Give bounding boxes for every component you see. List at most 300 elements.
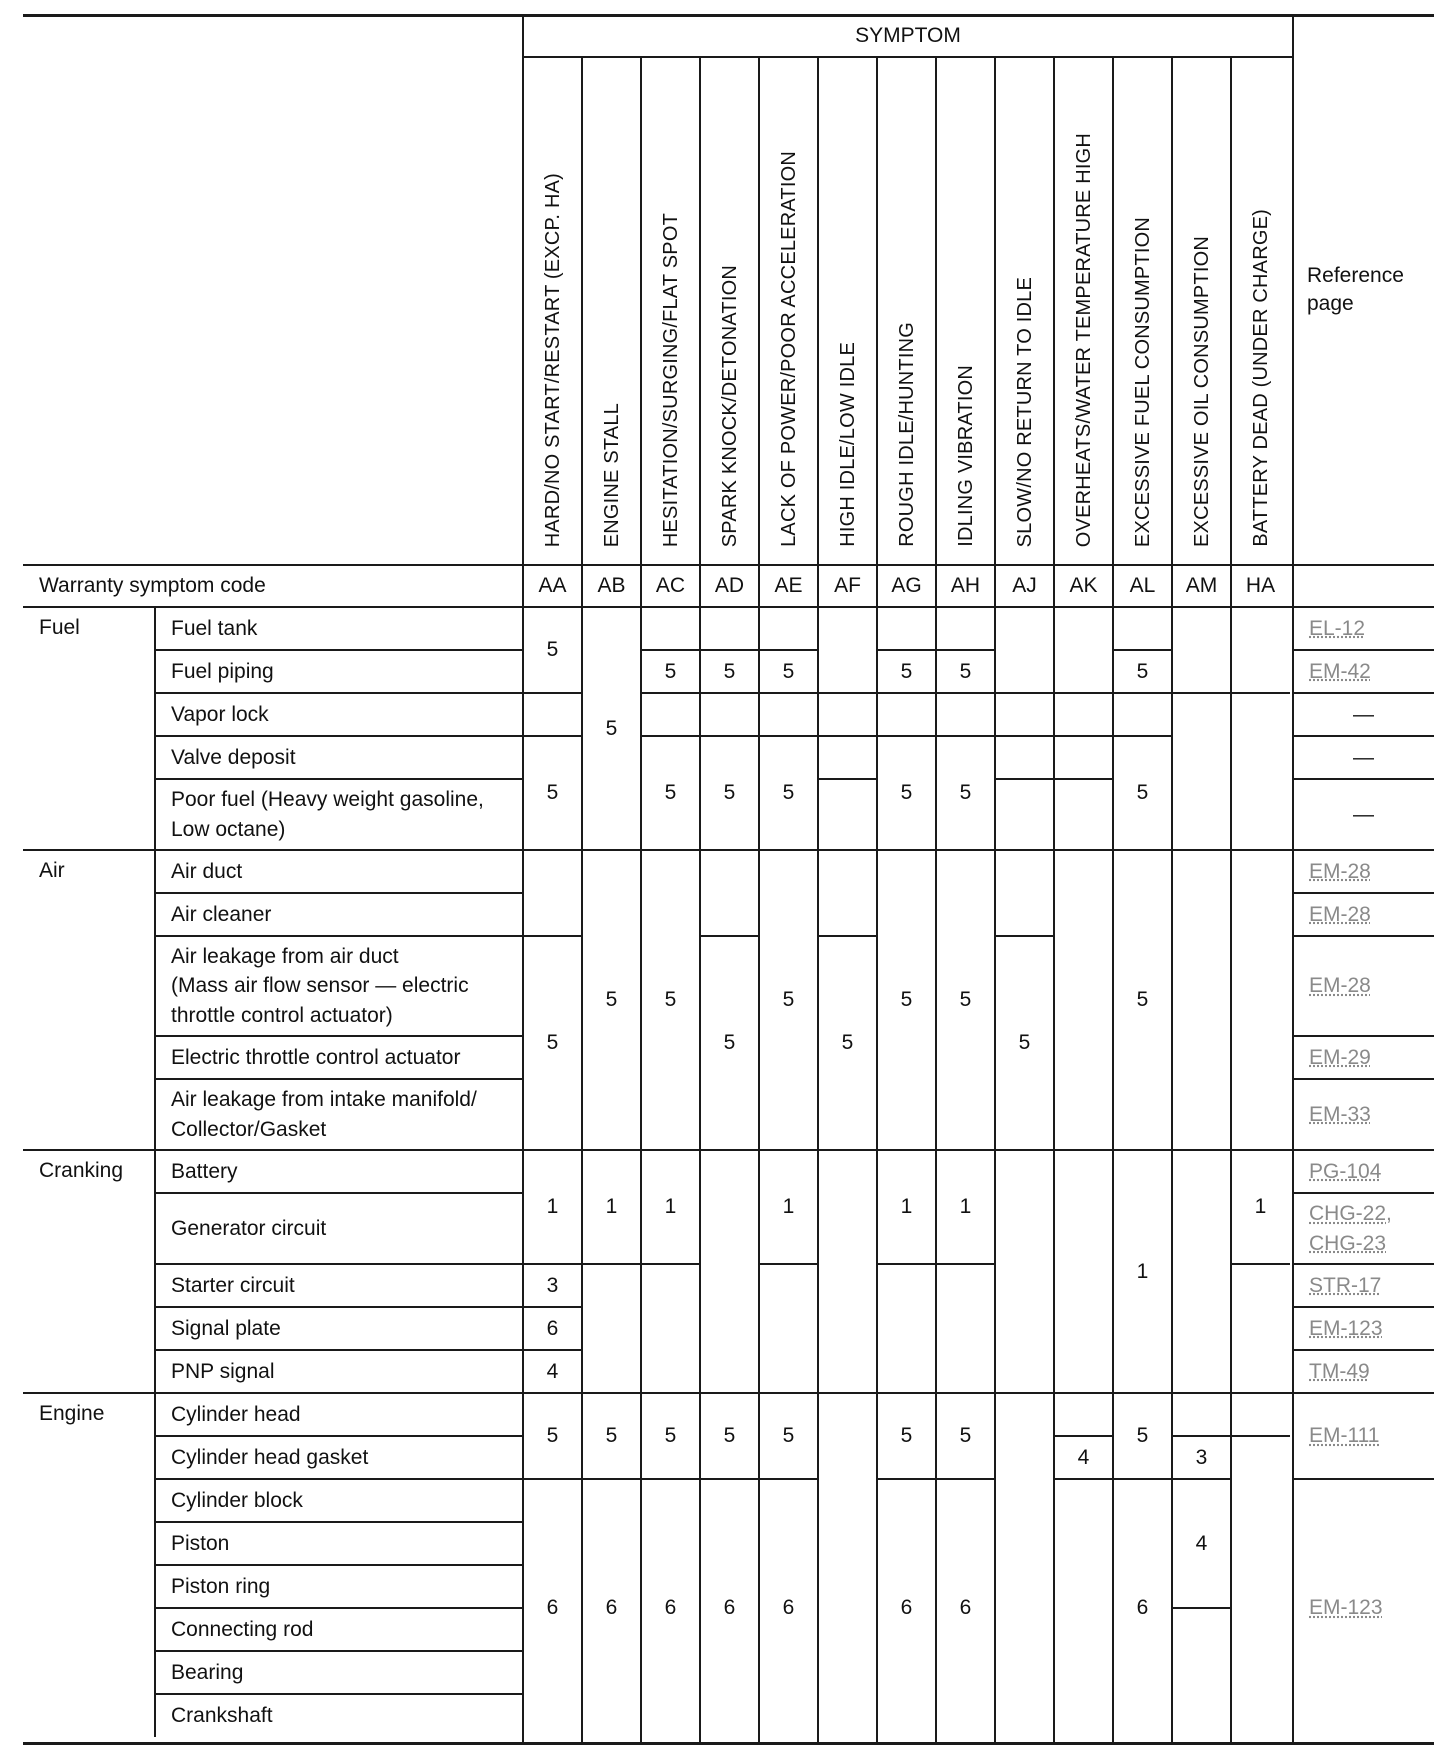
grid-line: [641, 1392, 700, 1394]
symptom-value-cell: [641, 607, 700, 650]
symptom-column-header: [1172, 57, 1231, 565]
symptom-column-header: [700, 57, 759, 565]
grid-line: [936, 1263, 995, 1265]
grid-line: [995, 692, 1054, 694]
symptom-value-cell: 1: [1254, 1195, 1267, 1219]
symptom-value-cell: 5: [959, 988, 972, 1012]
grid-line: [818, 849, 877, 851]
grid-line: [1230, 57, 1232, 1743]
symptom-value-cell: [818, 693, 877, 736]
reference-page-header: Reference page: [1307, 263, 1404, 315]
symptom-value-cell: 5: [546, 638, 559, 662]
symptom-code: AA: [538, 574, 567, 598]
grid-line: [700, 1149, 759, 1151]
grid-line: [936, 1478, 995, 1480]
grid-line: [523, 849, 582, 851]
symptom-value-cell: [995, 779, 1054, 850]
grid-line: [995, 849, 1054, 851]
grid-line: [23, 1742, 1434, 1745]
grid-line: [1292, 15, 1294, 1743]
grid-line: [641, 1478, 700, 1480]
symptom-value-cell: 6: [782, 1596, 795, 1620]
warranty-symptom-code-label: Warranty symptom code: [39, 574, 266, 598]
reference-none: —: [1353, 745, 1374, 769]
symptom-value-cell: [818, 736, 877, 779]
grid-line: [155, 1078, 523, 1080]
item-label: Air leakage from air duct (Mass air flow sensor — electric throttle control actuator): [171, 944, 469, 1027]
grid-line: [818, 692, 877, 694]
grid-line: [877, 735, 936, 737]
symptom-value-cell: 5: [959, 659, 972, 683]
grid-line: [154, 607, 156, 850]
item-label: Poor fuel (Heavy weight gasoline, Low octane): [171, 788, 484, 841]
symptom-code: AJ: [1012, 574, 1037, 598]
grid-line: [523, 1392, 582, 1394]
grid-line: [523, 56, 1293, 58]
grid-line: [155, 1192, 523, 1194]
symptom-value-cell: [995, 607, 1054, 693]
item-label: PNP signal: [171, 1359, 275, 1383]
reference-link[interactable]: EM-28: [1309, 859, 1371, 883]
grid-line: [155, 1607, 523, 1609]
symptom-name: ENGINE STALL: [600, 402, 623, 547]
symptom-value-cell: 5: [900, 781, 913, 805]
symptom-value-cell: 5: [664, 659, 677, 683]
symptom-value-cell: [1054, 693, 1113, 736]
grid-line: [155, 1263, 523, 1265]
symptom-value-cell: 5: [782, 659, 795, 683]
item-label: Connecting rod: [171, 1617, 314, 1641]
symptom-value-cell: 1: [959, 1195, 972, 1219]
grid-line: [641, 1149, 700, 1151]
grid-line: [1293, 1192, 1434, 1194]
grid-line: [155, 778, 523, 780]
symptom-column-header: [759, 57, 818, 565]
grid-line: [582, 1392, 641, 1394]
grid-line: [155, 1564, 523, 1566]
symptom-value-cell: 5: [546, 1031, 559, 1055]
reference-link[interactable]: EM-123: [1309, 1596, 1383, 1620]
symptom-value-cell: [641, 693, 700, 736]
symptom-code: AB: [597, 574, 626, 598]
symptom-value-cell: [700, 693, 759, 736]
symptom-value-cell: 3: [1195, 1445, 1208, 1469]
reference-link[interactable]: EM-42: [1309, 659, 1371, 683]
symptom-value-cell: [818, 850, 877, 936]
item-label: Cylinder head: [171, 1402, 301, 1426]
symptom-value-cell: [1231, 1264, 1290, 1436]
symptom-value-cell: 5: [900, 659, 913, 683]
grid-line: [523, 692, 582, 694]
symptom-value-cell: [759, 607, 818, 650]
grid-line: [995, 778, 1054, 780]
grid-line: [523, 735, 582, 737]
grid-line: [523, 1306, 582, 1308]
item-label: Piston ring: [171, 1574, 271, 1598]
grid-line: [1113, 649, 1172, 651]
grid-line: [155, 1478, 523, 1480]
symptom-value-cell: 5: [664, 988, 677, 1012]
grid-line: [582, 1263, 641, 1265]
grid-line: [155, 1693, 523, 1695]
reference-link[interactable]: PG-104: [1309, 1159, 1382, 1183]
grid-line: [1293, 649, 1434, 651]
symptom-value-cell: 1: [782, 1195, 795, 1219]
symptom-value-cell: 6: [900, 1596, 913, 1620]
symptom-value-cell: [1054, 607, 1113, 693]
reference-link[interactable]: STR-17: [1309, 1273, 1382, 1297]
symptom-code: AG: [891, 574, 922, 598]
symptom-value-cell: [936, 693, 995, 736]
grid-line: [759, 649, 818, 651]
grid-line: [155, 1349, 523, 1351]
grid-line: [582, 1478, 641, 1480]
symptom-value-cell: 6: [605, 1596, 618, 1620]
grid-line: [759, 1392, 818, 1394]
symptom-value-cell: [759, 693, 818, 736]
grid-line: [995, 735, 1054, 737]
grid-line: [877, 1478, 936, 1480]
symptom-name: EXCESSIVE FUEL CONSUMPTION: [1131, 216, 1154, 547]
item-label: Valve deposit: [171, 745, 296, 769]
item-label: Generator circuit: [171, 1216, 327, 1240]
reference-link[interactable]: EM-28: [1309, 902, 1371, 926]
symptom-name: ROUGH IDLE/HUNTING: [895, 322, 918, 547]
grid-line: [155, 1435, 523, 1437]
grid-line: [1054, 692, 1113, 694]
symptom-value-cell: 1: [605, 1195, 618, 1219]
symptom-value-cell: 5: [1018, 1031, 1031, 1055]
grid-line: [936, 735, 995, 737]
item-label: Starter circuit: [171, 1273, 295, 1297]
symptom-value-cell: [995, 693, 1054, 736]
symptom-value-cell: [1172, 693, 1231, 1436]
symptom-value-cell: [523, 693, 582, 736]
symptom-value-cell: 5: [664, 781, 677, 805]
symptom-value-cell: 6: [959, 1596, 972, 1620]
grid-line: [877, 1392, 936, 1394]
grid-line: [1113, 735, 1172, 737]
grid-line: [1293, 735, 1434, 737]
grid-line: [1053, 57, 1055, 1743]
symptom-value-cell: [582, 1264, 641, 1393]
symptom-code: AF: [834, 574, 861, 598]
category-label: Cranking: [39, 1159, 124, 1182]
grid-line: [759, 735, 818, 737]
symptom-value-cell: [700, 1150, 759, 1393]
symptom-column-header: [582, 57, 641, 565]
grid-line: [155, 1035, 523, 1037]
grid-line: [936, 692, 995, 694]
item-label: Air duct: [171, 859, 243, 883]
grid-line: [818, 935, 877, 937]
grid-line: [1293, 1263, 1434, 1265]
symptom-code: AK: [1069, 574, 1098, 598]
grid-line: [1293, 1392, 1434, 1394]
grid-line: [1113, 1478, 1172, 1480]
grid-line: [818, 1149, 877, 1151]
symptom-value-cell: [1054, 779, 1113, 850]
reference-link[interactable]: EL-12: [1309, 616, 1366, 640]
symptom-value-cell: 4: [1077, 1445, 1090, 1469]
grid-line: [641, 735, 700, 737]
grid-line: [1293, 1035, 1434, 1037]
reference-link[interactable]: EM-29: [1309, 1045, 1371, 1069]
symptom-value-cell: 4: [1195, 1531, 1208, 1555]
grid-line: [523, 1149, 582, 1151]
symptom-value-cell: 5: [841, 1031, 854, 1055]
grid-line: [818, 778, 877, 780]
grid-line: [23, 14, 1434, 17]
grid-line: [154, 850, 156, 1150]
symptom-value-cell: [818, 779, 877, 850]
symptom-value-cell: 6: [546, 1316, 559, 1340]
symptom-value-cell: 5: [1136, 781, 1149, 805]
symptom-name: HIGH IDLE/LOW IDLE: [836, 342, 859, 547]
grid-line: [155, 735, 523, 737]
symptom-code: AM: [1185, 574, 1218, 598]
grid-line: [758, 57, 760, 1743]
grid-line: [995, 935, 1054, 937]
symptom-column-header: [1054, 57, 1113, 565]
symptom-column-header: [936, 57, 995, 565]
symptom-value-cell: [1113, 693, 1172, 736]
grid-line: [1113, 692, 1172, 694]
category-label: Fuel: [39, 616, 80, 639]
symptom-value-cell: [1054, 736, 1113, 779]
grid-line: [1231, 1149, 1290, 1151]
grid-line: [935, 57, 937, 1743]
grid-line: [1293, 1078, 1434, 1080]
grid-line: [1293, 1478, 1434, 1480]
symptom-value-cell: 6: [723, 1596, 736, 1620]
symptom-value-cell: [936, 607, 995, 650]
symptom-value-cell: 3: [546, 1273, 559, 1297]
symptom-value-cell: [759, 1264, 818, 1393]
grid-line: [700, 649, 759, 651]
grid-line: [817, 57, 819, 1743]
item-label: Electric throttle control actuator: [171, 1045, 461, 1069]
symptom-value-cell: 5: [546, 781, 559, 805]
symptom-code: AD: [714, 574, 745, 598]
grid-line: [1113, 1149, 1172, 1151]
symptom-column-header: [641, 57, 700, 565]
symptom-code: AE: [774, 574, 803, 598]
symptom-value-cell: [1054, 1479, 1113, 1737]
symptom-value-cell: [1231, 693, 1290, 1150]
item-label: Vapor lock: [171, 702, 269, 726]
symptom-value-cell: 5: [664, 1424, 677, 1448]
symptom-value-cell: [877, 693, 936, 736]
item-label: Cylinder head gasket: [171, 1445, 369, 1469]
symptom-value-cell: [1231, 607, 1290, 693]
symptom-name: LACK OF POWER/POOR ACCELERATION: [777, 151, 800, 547]
item-label: Fuel piping: [171, 659, 274, 683]
grid-line: [641, 692, 700, 694]
grid-line: [523, 1263, 582, 1265]
grid-line: [700, 735, 759, 737]
reference-link[interactable]: CHG-22, CHG-23: [1309, 1202, 1392, 1255]
grid-line: [1112, 57, 1114, 1743]
symptom-value-cell: 5: [1136, 1424, 1149, 1448]
grid-line: [1231, 692, 1290, 694]
item-label: Cylinder block: [171, 1488, 303, 1512]
grid-line: [1054, 778, 1113, 780]
symptom-value-cell: 1: [546, 1195, 559, 1219]
grid-line: [759, 1263, 818, 1265]
symptom-value-cell: 5: [782, 781, 795, 805]
grid-line: [1054, 735, 1113, 737]
grid-line: [699, 57, 701, 1743]
grid-line: [1171, 57, 1173, 1743]
grid-line: [1231, 1435, 1290, 1437]
grid-line: [155, 892, 523, 894]
symptom-value-cell: 5: [1136, 659, 1149, 683]
symptom-name: IDLING VIBRATION: [954, 365, 977, 547]
grid-line: [1231, 1263, 1290, 1265]
symptom-value-cell: [936, 1264, 995, 1393]
symptom-column-header: [995, 57, 1054, 565]
grid-line: [523, 1349, 582, 1351]
grid-line: [640, 57, 642, 1743]
grid-line: [155, 1306, 523, 1308]
item-label: Air cleaner: [171, 902, 272, 926]
symptom-name: OVERHEATS/WATER TEMPERATURE HIGH: [1072, 132, 1095, 547]
grid-line: [23, 564, 1434, 566]
grid-line: [155, 849, 523, 851]
grid-line: [155, 1521, 523, 1523]
grid-line: [700, 935, 759, 937]
symptom-value-cell: [818, 1150, 877, 1737]
symptom-value-cell: 5: [546, 1424, 559, 1448]
grid-line: [1113, 1392, 1172, 1394]
symptom-value-cell: [995, 850, 1054, 936]
category-label: Engine: [39, 1402, 105, 1425]
symptom-value-cell: 5: [723, 1031, 736, 1055]
symptom-value-cell: 5: [959, 781, 972, 805]
grid-line: [1293, 849, 1434, 851]
grid-line: [877, 1263, 936, 1265]
grid-line: [1293, 692, 1434, 694]
symptom-value-cell: 5: [605, 988, 618, 1012]
grid-line: [759, 692, 818, 694]
symptom-value-cell: [1054, 850, 1113, 1436]
symptom-value-cell: 5: [723, 659, 736, 683]
symptom-value-cell: 1: [900, 1195, 913, 1219]
grid-line: [523, 935, 582, 937]
grid-line: [582, 849, 641, 851]
grid-line: [759, 1149, 818, 1151]
symptom-name: SPARK KNOCK/DETONATION: [718, 264, 741, 547]
grid-line: [155, 1392, 523, 1394]
grid-line: [877, 849, 936, 851]
item-label: Bearing: [171, 1660, 244, 1684]
symptom-value-cell: 6: [546, 1596, 559, 1620]
reference-link[interactable]: EM-33: [1309, 1102, 1371, 1126]
grid-line: [1172, 1435, 1231, 1437]
symptom-value-cell: 5: [900, 1424, 913, 1448]
grid-line: [700, 1478, 759, 1480]
symptom-name: EXCESSIVE OIL CONSUMPTION: [1190, 236, 1213, 547]
symptom-value-cell: [818, 607, 877, 693]
reference-link[interactable]: TM-49: [1309, 1359, 1370, 1383]
symptom-code: AH: [950, 574, 981, 598]
grid-line: [154, 1150, 156, 1393]
grid-line: [523, 1478, 582, 1480]
grid-line: [155, 1149, 523, 1151]
grid-line: [1054, 849, 1113, 851]
symptom-column-header: [818, 57, 877, 565]
symptom-code: AC: [655, 574, 686, 598]
symptom-value-cell: 5: [723, 781, 736, 805]
symptom-name: HESITATION/SURGING/FLAT SPOT: [659, 212, 682, 547]
symptom-value-cell: 1: [664, 1195, 677, 1219]
symptom-header: SYMPTOM: [855, 24, 961, 48]
grid-line: [700, 692, 759, 694]
symptom-value-cell: [641, 1264, 700, 1393]
symptom-value-cell: [877, 1264, 936, 1393]
grid-line: [876, 57, 878, 1743]
grid-line: [877, 1149, 936, 1151]
grid-line: [155, 935, 523, 937]
grid-line: [995, 1149, 1054, 1151]
grid-line: [581, 57, 583, 1743]
grid-line: [1293, 1306, 1434, 1308]
grid-line: [700, 1392, 759, 1394]
grid-line: [1293, 1349, 1434, 1351]
reference-link[interactable]: EM-111: [1309, 1424, 1380, 1448]
symptom-value-cell: 5: [723, 1424, 736, 1448]
grid-line: [818, 735, 877, 737]
category-label: Air: [39, 859, 65, 882]
grid-line: [936, 849, 995, 851]
grid-line: [877, 649, 936, 651]
symptom-value-cell: 5: [900, 988, 913, 1012]
reference-none: —: [1353, 802, 1374, 826]
symptom-value-cell: [700, 850, 759, 936]
symptom-value-cell: 6: [664, 1596, 677, 1620]
grid-line: [23, 606, 1434, 608]
grid-line: [700, 849, 759, 851]
item-label: Fuel tank: [171, 616, 258, 640]
grid-line: [936, 1149, 995, 1151]
symptom-code: HA: [1245, 574, 1276, 598]
reference-link[interactable]: EM-123: [1309, 1316, 1383, 1340]
grid-line: [1172, 1478, 1231, 1480]
grid-line: [1293, 935, 1434, 937]
symptom-value-cell: 5: [782, 1424, 795, 1448]
symptom-value-cell: [700, 607, 759, 650]
item-label: Piston: [171, 1531, 230, 1555]
symptom-value-cell: [1172, 607, 1231, 693]
item-label: Battery: [171, 1159, 238, 1183]
grid-line: [1172, 1607, 1231, 1609]
grid-line: [1172, 692, 1231, 694]
symptom-column-header: [1231, 57, 1290, 565]
symptom-column-header: [1113, 57, 1172, 565]
grid-line: [641, 649, 700, 651]
item-label: Signal plate: [171, 1316, 281, 1340]
symptom-value-cell: [1113, 607, 1172, 650]
grid-line: [877, 692, 936, 694]
grid-line: [641, 1263, 700, 1265]
grid-line: [155, 692, 523, 694]
symptom-value-cell: [995, 1150, 1054, 1737]
grid-line: [1054, 1478, 1113, 1480]
symptom-value-cell: 4: [546, 1359, 559, 1383]
symptom-value-cell: 5: [782, 988, 795, 1012]
reference-link[interactable]: EM-28: [1309, 974, 1371, 998]
